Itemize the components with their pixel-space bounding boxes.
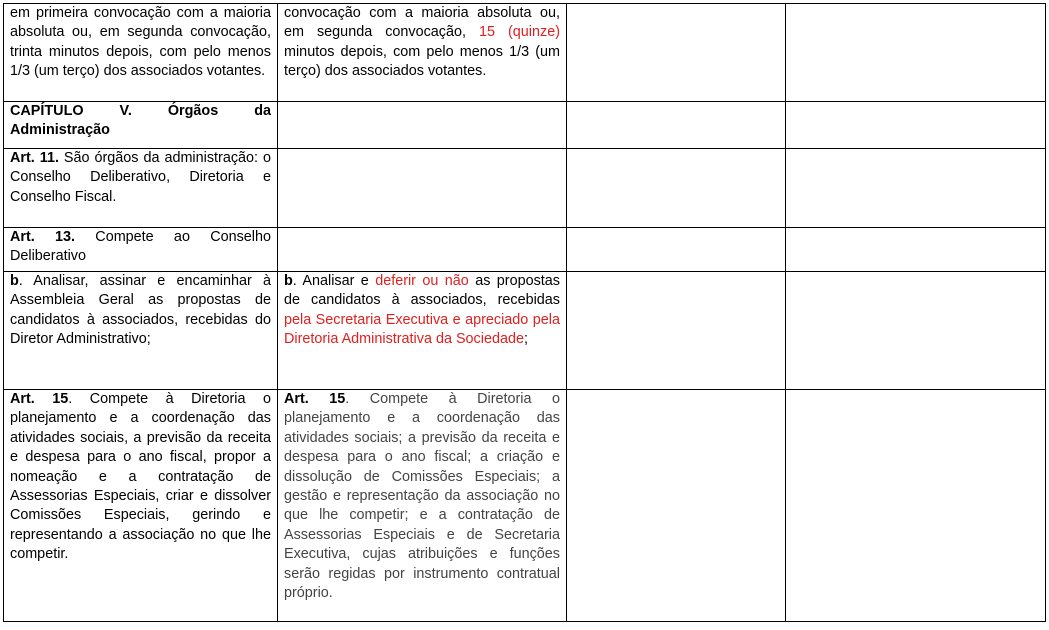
cell-text: ; (523, 331, 528, 348)
original-text-cell (4, 390, 278, 622)
table-row (4, 149, 1046, 228)
item-label: b (284, 273, 293, 289)
original-text-cell (4, 272, 278, 390)
cell-text: Compete ao Conselho Deliberativo (10, 229, 271, 265)
original-text-cell (4, 149, 278, 228)
empty-cell (786, 4, 1046, 102)
cell-text: . Compete à Diretoria o planejamento e a coordenação das atividades sociais, a previsão da receita e despesa para o ano fiscal, propor a nomeação e a contratação de Assessorias Especiais, criar e dissolver Comissões Especiais, gerindo e representando a associação no que lhe competir. (10, 391, 271, 563)
empty-cell (567, 102, 786, 149)
table-row (4, 390, 1046, 622)
cell-text: . Compete à Diretoria o planejamento e a coordenação das atividades sociais; a previsão da receita e despesa para o ano fiscal; a criação e dissolução de Comissões Especiais; a gestão e representação da associação no que lhe competir; e a contratação de Assessorias Especiais e de Secretaria Executiva, cujas atribuições e funções serão regidas por instrumento contratual próprio. (284, 391, 560, 602)
empty-cell (278, 149, 567, 228)
proposed-text-cell (278, 4, 567, 102)
proposed-text-cell (278, 272, 567, 390)
cell-text: convocação com a maioria absoluta ou, em segunda convocação, (284, 5, 560, 41)
empty-cell (786, 228, 1046, 272)
chapter-heading: CAPÍTULO V. Órgãos da Administração (10, 103, 271, 139)
cell-text: São órgãos da administração: o Conselho Deliberativo, Diretoria e Conselho Fiscal. (10, 150, 271, 205)
empty-cell (278, 228, 567, 272)
proposed-text-cell (278, 390, 567, 622)
empty-cell (786, 390, 1046, 622)
empty-cell (567, 4, 786, 102)
article-label: Art. 15 (284, 391, 346, 407)
table-row (4, 272, 1046, 390)
chapter-heading-cell (4, 102, 278, 149)
table-row (4, 4, 1046, 102)
empty-cell (567, 149, 786, 228)
table-row (4, 228, 1046, 272)
highlighted-change: 15 (quinze) (479, 24, 560, 41)
cell-text: . Analisar, assinar e encaminhar à Assembleia Geral as propostas de candidatos à associados, recebidas do Diretor Administrativo; (10, 273, 271, 348)
article-label: Art. 15 (10, 391, 69, 407)
comparison-table (3, 3, 1046, 622)
cell-text: minutos depois, com pelo menos 1/3 (um terço) dos associados votantes. (284, 43, 560, 80)
highlighted-change: pela Secretaria Executiva e apreciado pela Diretoria Administrativa da Sociedade (284, 311, 560, 348)
item-label: b (10, 273, 19, 289)
empty-cell (567, 272, 786, 390)
cell-text: as propostas de candidatos à associados, recebidas (284, 273, 560, 309)
original-text-cell (4, 228, 278, 272)
cell-text: . Analisar e (292, 273, 376, 289)
empty-cell (567, 390, 786, 622)
empty-cell (567, 228, 786, 272)
article-label: Art. 11. (10, 150, 59, 166)
article-label: Art. 13. (10, 229, 76, 245)
table-row (4, 102, 1046, 149)
original-text-cell (4, 4, 278, 102)
empty-cell (278, 102, 567, 149)
highlighted-change: deferir ou não (375, 273, 469, 289)
empty-cell (786, 149, 1046, 228)
empty-cell (786, 102, 1046, 149)
empty-cell (786, 272, 1046, 390)
cell-text: em primeira convocação com a maioria absoluta ou, em segunda convocação, trinta minutos depois, com pelo menos 1/3 (um terço) dos associados votantes. (10, 5, 271, 80)
